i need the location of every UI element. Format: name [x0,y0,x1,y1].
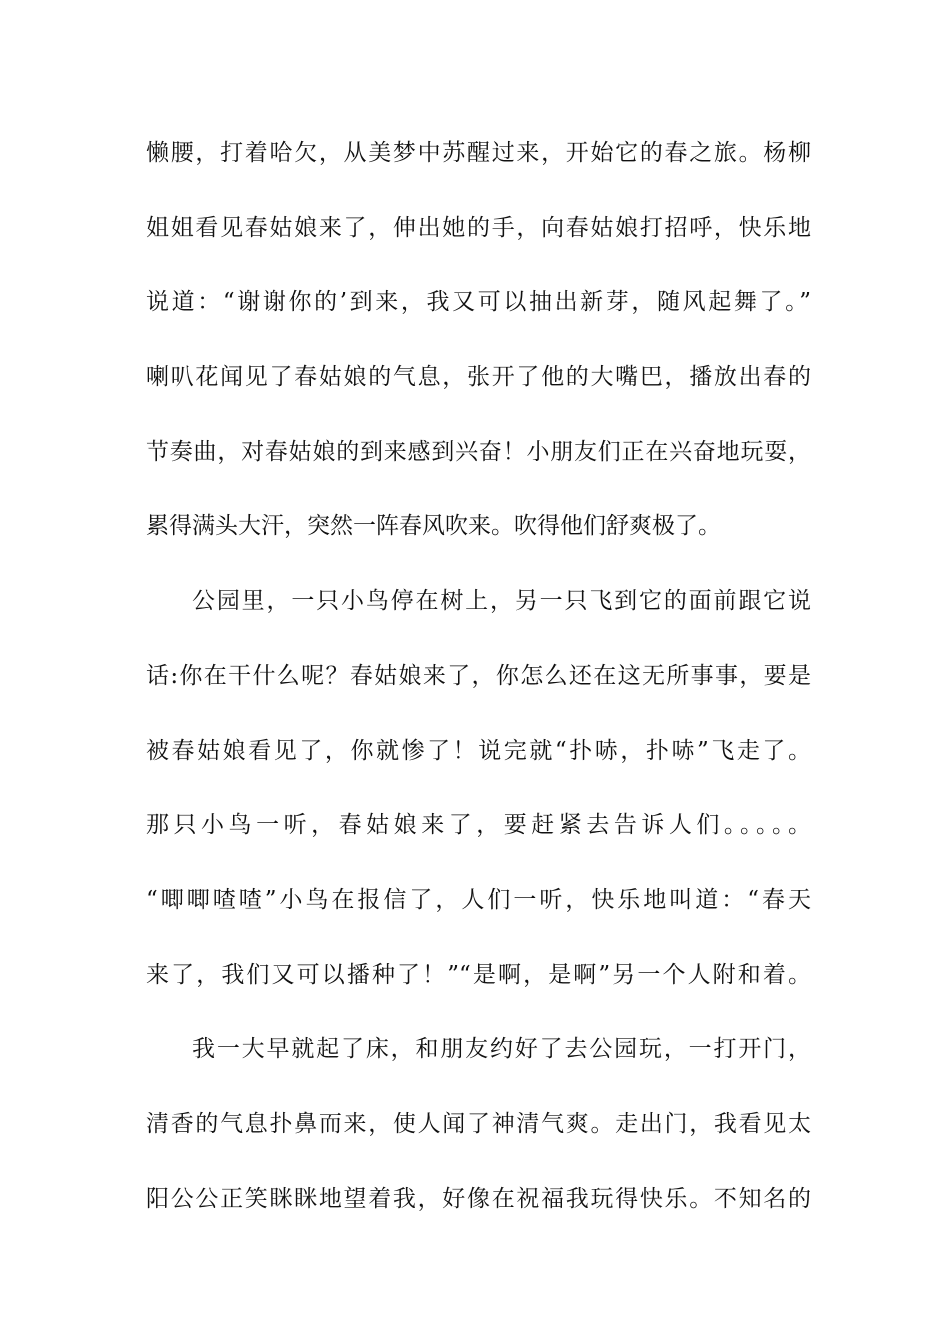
text-line-9: 被春姑娘看见了，你就惨了！说完就“扑哧，扑哧”飞走了。 [146,737,811,764]
text-line-15: 阳公公正笑眯眯地望着我，好像在祝福我玩得快乐。不知名的 [146,1185,811,1212]
text-line-11: “唧唧喳喳”小鸟在报信了，人们一听，快乐地叫道：“春天 [146,886,811,913]
text-line-2: 姐姐看见春姑娘来了，伸出她的手，向春姑娘打招呼，快乐地 [146,214,811,241]
text-line-6: 累得满头大汗，突然一阵春风吹来。吹得他们舒爽极了。 [146,513,721,540]
text-line-1: 懒腰，打着哈欠，从美梦中苏醒过来，开始它的春之旅。杨柳 [146,140,811,166]
text-line-7: 公园里，一只小鸟停在树上，另一只飞到它的面前跟它说 [192,588,811,615]
text-line-5: 节奏曲，对春姑娘的到来感到兴奋！小朋友们正在兴奋地玩耍， [146,438,811,465]
text-line-13: 我一大早就起了床，和朋友约好了去公园玩，一打开门， [192,1036,811,1063]
text-line-8: 话:你在干什么呢？春姑娘来了，你怎么还在这无所事事，要是 [146,662,811,689]
document-body [146,128,811,1248]
text-line-12: 来了，我们又可以播种了！”“是啊，是啊”另一个人附和着。 [146,961,811,988]
text-line-14: 清香的气息扑鼻而来，使人闻了神清气爽。走出门，我看见太 [146,1110,811,1137]
text-line-10: 那只小鸟一听，春姑娘来了，要赶紧去告诉人们。。。。。 [146,812,811,839]
text-line-3: 说道：“谢谢你的’到来，我又可以抽出新芽，随风起舞了。” [146,289,811,316]
text-line-4: 喇叭花闻见了春姑娘的气息，张开了他的大嘴巴，播放出春的 [146,364,811,391]
